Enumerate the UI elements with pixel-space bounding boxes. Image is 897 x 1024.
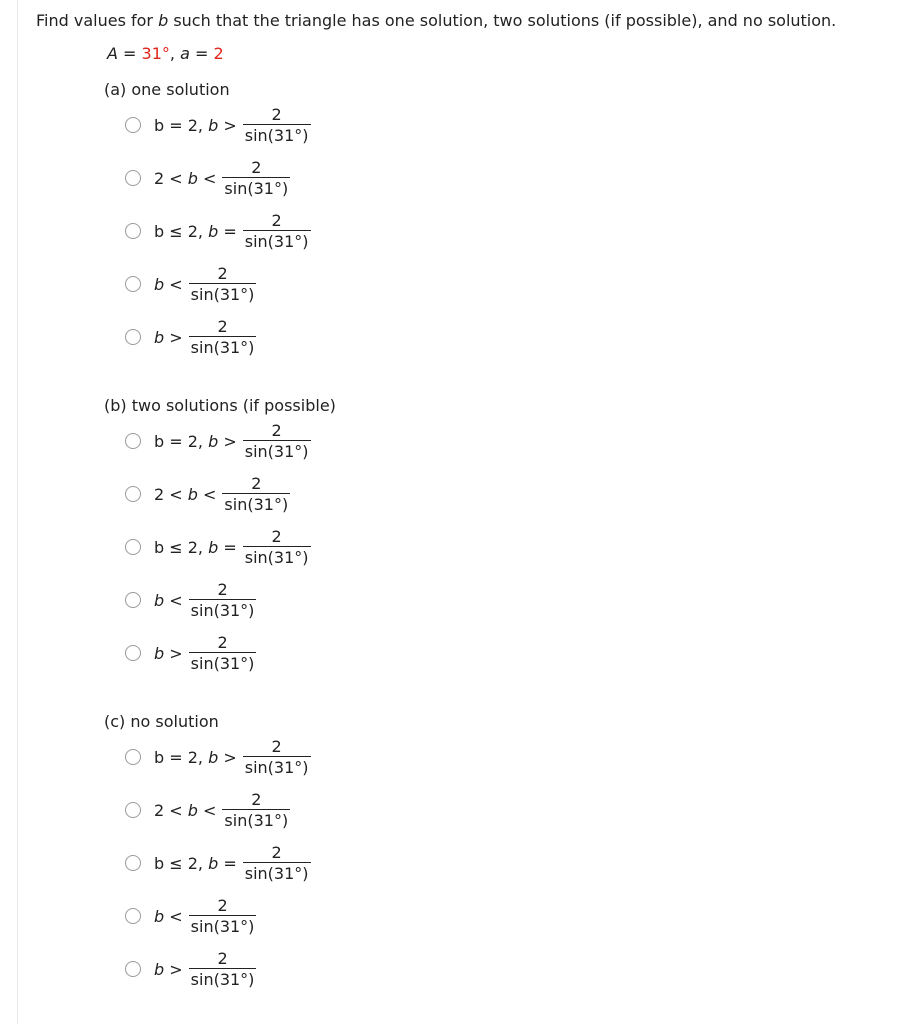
- option-b4[interactable]: b < $\frac{2}{\sin(31^\circ)}$: [125, 576, 256, 624]
- fraction: $\frac{2}{\sin(31^\circ)}$: [224, 473, 289, 514]
- radio-button[interactable]: [125, 223, 141, 239]
- fraction: $\frac{2}{\sin(31^\circ)}$: [244, 104, 309, 145]
- option-b2[interactable]: 2 < b < $\frac{2}{\sin(31^\circ)}$: [125, 470, 290, 518]
- option-c1[interactable]: b = 2, b > $\frac{2}{\sin(31^\circ)}$: [125, 733, 311, 781]
- option-b1[interactable]: b = 2, b > $\frac{2}{\sin(31^\circ)}$: [125, 417, 311, 465]
- option-c2[interactable]: 2 < b < $\frac{2}{\sin(31^\circ)}$: [125, 786, 290, 834]
- radio-button[interactable]: [125, 117, 141, 133]
- part-label: (a) one solution: [104, 80, 230, 99]
- option-b3[interactable]: b ≤ 2, b = $\frac{2}{\sin(31^\circ)}$: [125, 523, 311, 571]
- radio-button[interactable]: [125, 961, 141, 977]
- radio-button[interactable]: [125, 749, 141, 765]
- option-a2[interactable]: 2 < b < $\frac{2}{\sin(31^\circ)}$: [125, 154, 290, 202]
- fraction: $\frac{2}{\sin(31^\circ)}$: [244, 420, 309, 461]
- question-prompt: Find values for b such that the triangle has one solution, two solutions (if possible), and no solution.: [36, 11, 837, 30]
- option-a4[interactable]: b < $\frac{2}{\sin(31^\circ)}$: [125, 260, 256, 308]
- fraction: $\frac{2}{\sin(31^\circ)}$: [190, 632, 255, 673]
- fraction: $\frac{2}{\sin(31^\circ)}$: [224, 157, 289, 198]
- option-a1[interactable]: b = 2, b > $\frac{2}{\sin(31^\circ)}$: [125, 101, 311, 149]
- angle-variable: A: [107, 44, 118, 63]
- fraction: $\frac{2}{\sin(31^\circ)}$: [190, 895, 255, 936]
- fraction: $\frac{2}{\sin(31^\circ)}$: [244, 842, 309, 883]
- option-c4[interactable]: b < $\frac{2}{\sin(31^\circ)}$: [125, 892, 256, 940]
- radio-button[interactable]: [125, 433, 141, 449]
- fraction: $\frac{2}{\sin(31^\circ)}$: [244, 210, 309, 251]
- part-label: (c) no solution: [104, 712, 219, 731]
- radio-button[interactable]: [125, 908, 141, 924]
- option-b5[interactable]: b > $\frac{2}{\sin(31^\circ)}$: [125, 629, 256, 677]
- fraction: $\frac{2}{\sin(31^\circ)}$: [244, 526, 309, 567]
- left-border: [17, 0, 18, 1024]
- fraction: $\frac{2}{\sin(31^\circ)}$: [190, 263, 255, 304]
- radio-button[interactable]: [125, 170, 141, 186]
- fraction: $\frac{2}{\sin(31^\circ)}$: [190, 579, 255, 620]
- radio-button[interactable]: [125, 802, 141, 818]
- option-c5[interactable]: b > $\frac{2}{\sin(31^\circ)}$: [125, 945, 256, 993]
- radio-button[interactable]: [125, 329, 141, 345]
- radio-button[interactable]: [125, 855, 141, 871]
- option-a3[interactable]: b ≤ 2, b = $\frac{2}{\sin(31^\circ)}$: [125, 207, 311, 255]
- fraction: $\frac{2}{\sin(31^\circ)}$: [190, 316, 255, 357]
- option-a5[interactable]: b > $\frac{2}{\sin(31^\circ)}$: [125, 313, 256, 361]
- side-variable: a: [180, 44, 190, 63]
- fraction: $\frac{2}{\sin(31^\circ)}$: [244, 736, 309, 777]
- radio-button[interactable]: [125, 645, 141, 661]
- radio-button[interactable]: [125, 276, 141, 292]
- option-c3[interactable]: b ≤ 2, b = $\frac{2}{\sin(31^\circ)}$: [125, 839, 311, 887]
- radio-button[interactable]: [125, 592, 141, 608]
- side-value: 2: [213, 44, 224, 63]
- radio-button[interactable]: [125, 486, 141, 502]
- angle-value: 31°: [141, 44, 170, 63]
- fraction: $\frac{2}{\sin(31^\circ)}$: [190, 948, 255, 989]
- part-label: (b) two solutions (if possible): [104, 396, 336, 415]
- radio-button[interactable]: [125, 539, 141, 555]
- fraction: $\frac{2}{\sin(31^\circ)}$: [224, 789, 289, 830]
- given-values: A = 31°, a = 2: [107, 44, 224, 63]
